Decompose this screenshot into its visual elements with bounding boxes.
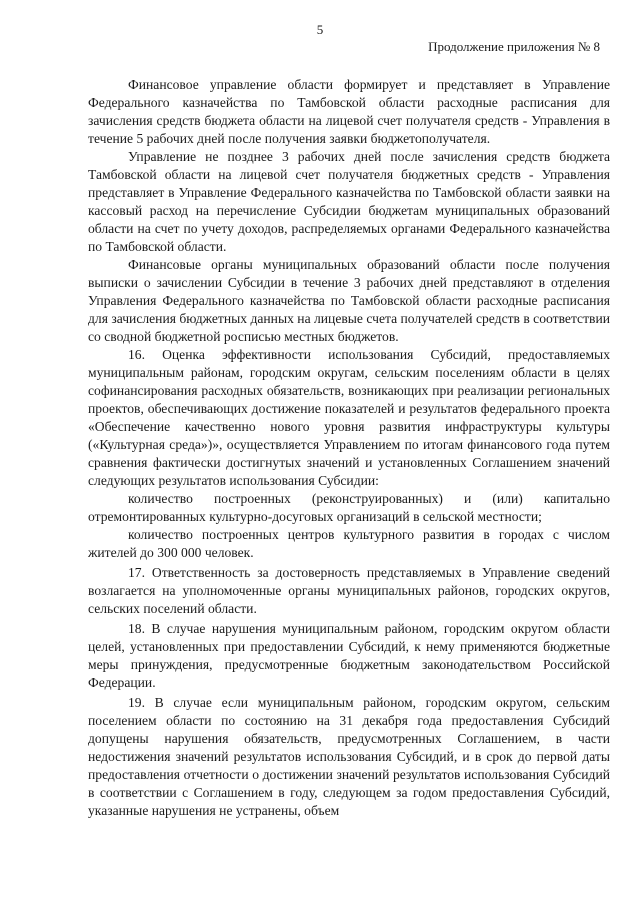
paragraph-item-17: 17. Ответственность за достоверность представляемых в Управление сведений возлагается на уполномоченные органы муниципальных районов, городских округов, сельских поселений области.: [88, 565, 610, 616]
annex-label: Продолжение приложения № 8: [428, 39, 600, 54]
paragraph-item-16: 16. Оценка эффективности использования Субсидий, предоставляемых муниципальным районам, городским округам, сельским поселениям области в целях софинансирования расходных обязательств, возникающих при реализации региональных проектов, обеспечивающих достижение показателей и результатов федерального проекта «Обеспечение качественно нового уровня развития инфраструктуры культуры («Культурная среда»)», осуществляется Управлением по итогам финансового года путем сравнения фактически достигнутых значений и установленных Соглашением значений следующих результатов использования Субсидии:: [88, 347, 610, 488]
paragraph-directorate-transfer: Управление не позднее 3 рабочих дней после зачисления средств бюджета Тамбовской области на лицевой счет получателя бюджетных средств - Управления представляет в Управление Федерального казначейства по Тамбовской области заявки на кассовый расход на перечисление Субсидии бюджетам муниципальных образований области на счет по учету доходов, распределяемых органами Федерального казначейства по Тамбовской области.: [88, 149, 610, 254]
paragraph-item-18: 18. В случае нарушения муниципальным районом, городским округом области целей, установленных при предоставлении Субсидий, к нему применяются бюджетные меры принуждения, предусмотренные бюджетным законодательством Российской Федерации.: [88, 621, 610, 690]
page-number: 5: [316, 22, 324, 37]
paragraph-result-cultural-centers: количество построенных центров культурного развития в городах с числом жителей до 300 000 человек.: [88, 527, 610, 560]
paragraph-result-cultural-orgs: количество построенных (реконструированных) и (или) капитально отремонтированных культурно-досуговых организаций в сельской местности;: [88, 491, 610, 524]
paragraph-item-19: 19. В случае если муниципальным районом, городским округом, сельским поселением области по состоянию на 31 декабря года предоставления Субсидий допущены нарушения обязательств, предусмотренных Соглашением, в части недостижения значений результатов использования Субсидий, и в срок до первой даты предоставления отчетности о достижении значений результатов использования Субсидий в соответствии с Соглашением в году, следующем за годом предоставления Субсидий, указанные нарушения не устранены, объем: [88, 695, 610, 818]
paragraph-municipal-finance: Финансовые органы муниципальных образований области после получения выписки о зачислении Субсидии в течение 3 рабочих дней представляют в отделения Управления Федерального казначейства по Тамбовской области расходные расписания для зачисления бюджетных данных на лицевые счета получателей средств в соответствии со сводной бюджетной росписью местных бюджетов.: [88, 257, 610, 344]
document-body: [88, 76, 610, 820]
paragraph-financial-management: Финансовое управление области формирует и представляет в Управление Федерального казначейства по Тамбовской области расходные расписания для зачисления средств бюджета области на лицевой счет получателя средств - Управления в течение 5 рабочих дней после получения заявки бюджетополучателя.: [88, 77, 610, 146]
